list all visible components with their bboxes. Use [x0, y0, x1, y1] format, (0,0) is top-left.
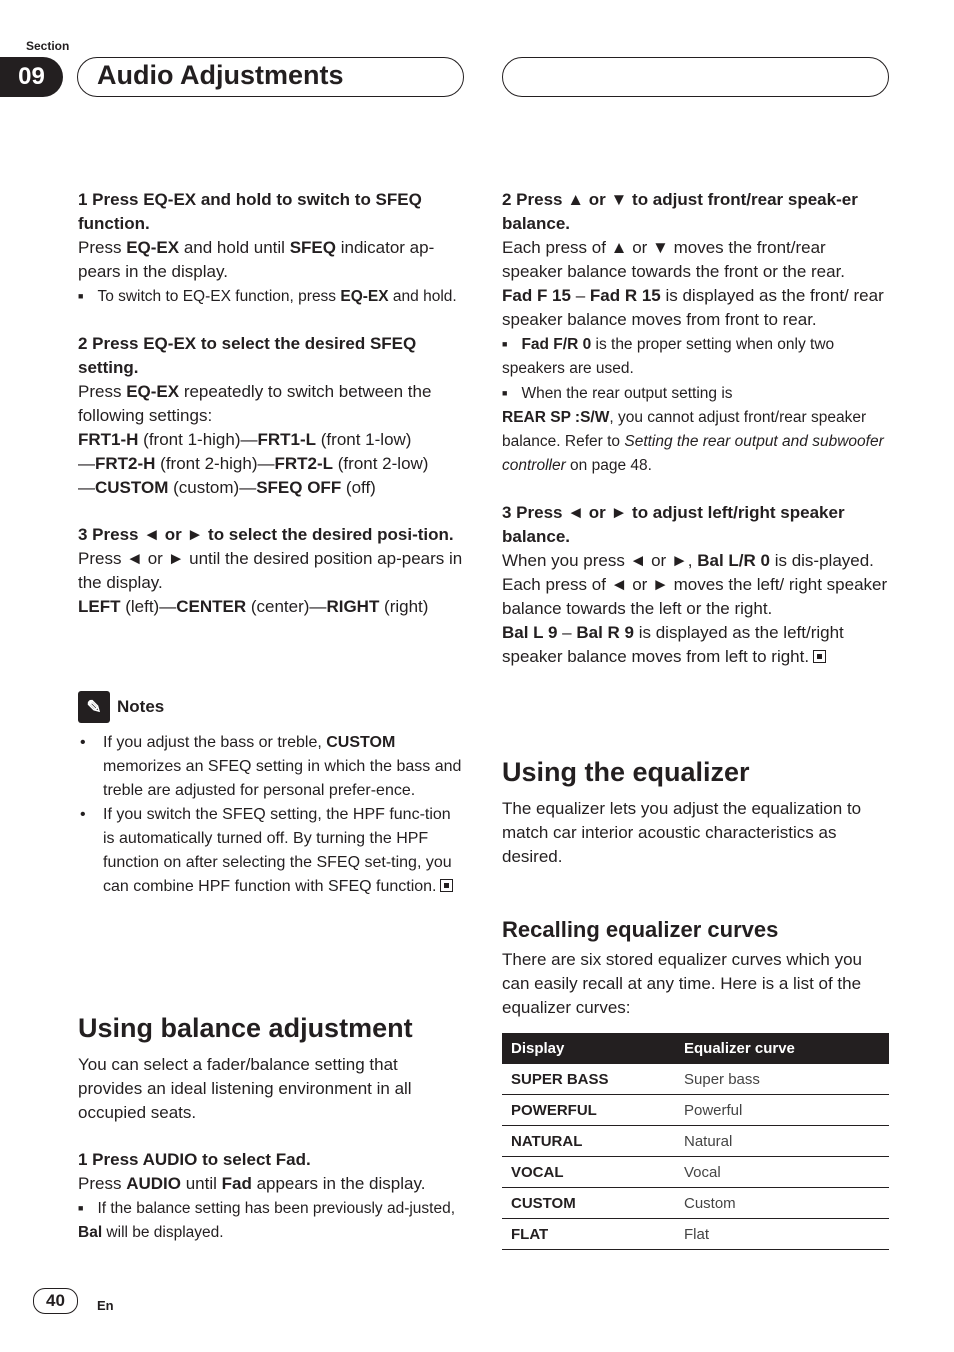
page-number: 40 — [33, 1288, 78, 1314]
notes-pencil-icon: ✎ — [78, 691, 110, 723]
equalizer-heading: Using the equalizer — [502, 757, 750, 787]
equalizer-table — [502, 1033, 889, 1250]
curve-cell: Super bass — [675, 1064, 889, 1095]
column-header-display: Display — [502, 1033, 675, 1064]
display-cell: FLAT — [502, 1219, 675, 1250]
curve-cell: Vocal — [675, 1157, 889, 1188]
balance-range-text: Bal L 9 – Bal R 9 is displayed as the left/right speaker balance moves from left to right. — [502, 623, 844, 666]
language-label: En — [97, 1298, 114, 1313]
display-cell: SUPER BASS — [502, 1064, 675, 1095]
step-2-title: 2 Press EQ-EX to select the desired SFEQ setting. — [78, 334, 417, 377]
balance-step-1-title: 1 Press AUDIO to select Fad. — [78, 1150, 311, 1169]
right-column — [502, 188, 890, 669]
curve-cell: Natural — [675, 1126, 889, 1157]
fader-step-2-title: 2 Press ▲ or ▼ to adjust front/rear speak-er balance. — [502, 190, 858, 233]
fader-step-2-text: Each press of ▲ or ▼ moves the front/rear speaker balance towards the front or the rear. — [502, 238, 846, 281]
curve-cell: Powerful — [675, 1095, 889, 1126]
curve-cell: Custom — [675, 1188, 889, 1219]
fader-bullet-2: ■ When the rear output setting is REAR SP :S/W, you cannot adjust front/rear speaker balance. Refer to Setting the rear output and subwoofer controller on page 48. — [502, 381, 890, 478]
end-mark-icon — [813, 650, 826, 663]
display-cell: VOCAL — [502, 1157, 675, 1188]
end-mark-icon — [440, 879, 453, 892]
display-cell: NATURAL — [502, 1126, 675, 1157]
equalizer-section — [502, 756, 890, 1020]
section-number: 09 — [0, 57, 63, 97]
notes-block — [78, 691, 463, 899]
display-cell: CUSTOM — [502, 1188, 675, 1219]
balance-section — [78, 1012, 466, 1245]
column-header-curve: Equalizer curve — [675, 1033, 889, 1064]
balance-heading: Using balance adjustment — [78, 1013, 413, 1043]
curve-cell: Flat — [675, 1219, 889, 1250]
sfeq-list-line-1: FRT1-H (front 1-high)—FRT1-L (front 1-low) — [78, 430, 412, 449]
equalizer-intro: The equalizer lets you adjust the equalization to match car interior acoustic characteristics as desired. — [502, 799, 862, 866]
note-item: • If you switch the SFEQ setting, the HPF func-tion is automatically turned off. By turning the HPF function on after selecting the SFEQ set-ting, you can combine HPF function with SFEQ function. — [78, 803, 463, 899]
step-1-bullet: ■ To switch to EQ-EX function, press EQ-EX and hold. — [78, 284, 466, 309]
fader-range-text: Fad F 15 – Fad R 15 is displayed as the front/ rear speaker balance moves from front to rear. — [502, 286, 884, 329]
section-label: Section — [26, 39, 70, 53]
notes-label: Notes — [117, 697, 165, 716]
display-cell: POWERFUL — [502, 1095, 675, 1126]
left-column — [78, 188, 466, 619]
page-title: Audio Adjustments — [97, 60, 344, 90]
notes-list — [78, 731, 463, 899]
table-row — [502, 1126, 889, 1157]
fader-bullet-1: ■ Fad F/R 0 is the proper setting when only two speakers are used. — [502, 332, 890, 381]
balance-step-3-text: When you press ◄ or ►, Bal L/R 0 is dis-played. Each press of ◄ or ► moves the left/ right speaker balance towards the left or the right. — [502, 551, 888, 618]
table-header-row — [502, 1033, 889, 1064]
table-row — [502, 1188, 889, 1219]
equalizer-table-wrap — [502, 1033, 889, 1250]
sfeq-list-line-2: —FRT2-H (front 2-high)—FRT2-L (front 2-low) — [78, 454, 429, 473]
position-list: LEFT (left)—CENTER (center)—RIGHT (right) — [78, 597, 429, 616]
step-1-text: Press EQ-EX and hold until SFEQ indicator ap-pears in the display. — [78, 238, 435, 281]
recall-intro: There are six stored equalizer curves which you can easily recall at any time. Here is a list of the equalizer curves: — [502, 950, 862, 1017]
balance-step-3-title: 3 Press ◄ or ► to adjust left/right speaker balance. — [502, 503, 845, 546]
right-header-frame — [502, 57, 889, 97]
table-row — [502, 1219, 889, 1250]
table-row — [502, 1064, 889, 1095]
step-3-text: Press ◄ or ► until the desired position ap-pears in the display. — [78, 549, 463, 592]
table-row — [502, 1095, 889, 1126]
balance-step-1-bullet: ■ If the balance setting has been previously ad-justed, Bal will be displayed. — [78, 1196, 466, 1245]
table-row — [502, 1157, 889, 1188]
balance-intro: You can select a fader/balance setting that provides an ideal listening environment in all occupied seats. — [78, 1055, 412, 1122]
step-3-title: 3 Press ◄ or ► to select the desired posi-tion. — [78, 525, 454, 544]
recall-heading: Recalling equalizer curves — [502, 917, 779, 942]
note-item: • If you adjust the bass or treble, CUSTOM memorizes an SFEQ setting in which the bass and treble are adjusted for personal prefer-ence. — [78, 731, 463, 803]
notes-header — [78, 691, 463, 723]
step-1-title: 1 Press EQ-EX and hold to switch to SFEQ function. — [78, 190, 422, 233]
balance-step-1-text: Press AUDIO until Fad appears in the display. — [78, 1174, 426, 1193]
step-2-text: Press EQ-EX repeatedly to switch between the following settings: — [78, 382, 432, 425]
sfeq-list-line-3: —CUSTOM (custom)—SFEQ OFF (off) — [78, 478, 376, 497]
